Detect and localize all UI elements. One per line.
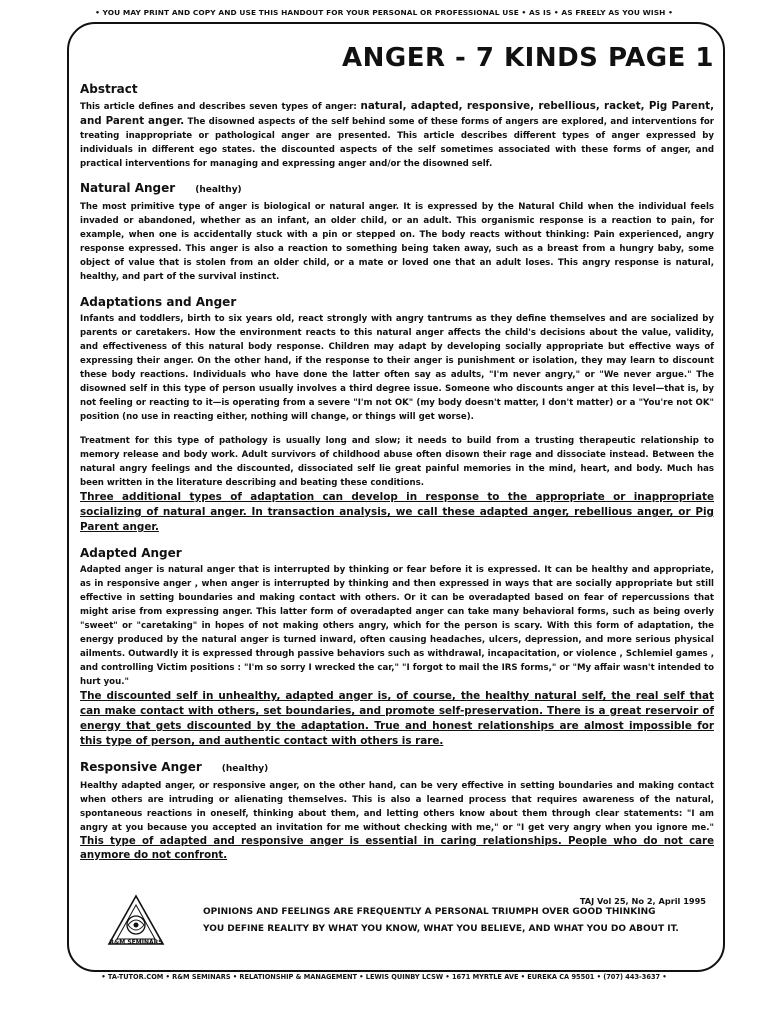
quote-opinions: OPINIONS AND FEELINGS ARE FREQUENTLY A PERSONAL TRIUMPH OVER GOOD THINKING: [203, 907, 656, 917]
responsive-anger-text: Healthy adapted anger, or responsive anger, on the other hand, can be very effective in setting boundaries and making contact when others are intruding or alienating themselves. This is also a learned process that requires awareness of the natural, spontaneous reactions in oneself, thinking about them, and letting others know about them through clear statements: "I am angry at you because you accepted an invitation for me without checking with me," or "I get very angry when you ignore me." This type of adapted and responsive anger is essential in caring relationships. People who do not care anymore do not confront.: [80, 781, 714, 861]
abstract-text: This article defines and describes seven types of anger: natural, adapted, responsive, rebellious, racket, Pig Parent, and Parent anger. The disowned aspects of the self behind some of these forms of angers are explored, and interventions for treating inappropriate or pathological anger are presented. This article describes different types of anger expressed by individuals in different ego states. the discounted aspects of the self sometimes associated with these forms of anger, and practical interventions for managing and expressing anger and/or the disowned self.: [80, 100, 714, 169]
quote-reality: YOU DEFINE REALITY BY WHAT YOU KNOW, WHAT YOU BELIEVE, AND WHAT YOU DO ABOUT IT.: [203, 924, 679, 934]
natural-anger-text: The most primitive type of anger is biological or natural anger. It is expressed by the Natural Child when the individual feels invaded or abandoned, whether as an infant, an older child, or an adult. This organismic response is a reaction to pain, for example, when one is accidentally stuck with a pin or stepped on. The body reacts without thinking: Pain experienced, angry response expressed. This anger is also a reaction to something being taken away, such as a breast from a hungry baby, some object of value that is stolen from an older child, or a mate or loved one that an adult loses. This angry response is natural, healthy, and part of the survival instinct.: [80, 202, 714, 282]
abstract-heading: Abstract: [80, 82, 138, 96]
page-title: ANGER - 7 KINDS PAGE 1: [341, 43, 714, 73]
adaptations-section: [80, 295, 714, 535]
article-body: [80, 82, 714, 874]
natural-anger-section: [80, 181, 714, 284]
adaptations-underlined: Three additional types of adaptation can develop in response to the appropriate or inappropriate socializing of natural anger. In transaction analysis, we call these adapted anger, rebellious anger, or Pig Parent anger.: [80, 491, 714, 533]
adapted-anger-text: Adapted anger is natural anger that is interrupted by thinking or fear before it is expressed. It can be healthy and appropriate, as in responsive anger , when anger is interrupted by thinking and then expressed in ways that are socially appropriate but still effective in setting boundaries and making contact with others. Or it can be overadapted based on fear of repercussions that might arise from expressing anger. This latter form of overadapted anger can take many behavioral forms, such as being overly "sweet" or "caretaking" in hopes of not making others angry, which for the person is scary. With this form of adaptation, the energy produced by the natural anger is turned inward, often causing headaches, ulcers, depression, and more serious physical ailments. Outwardly it is expressed through passive behaviors such as withdrawal, incapacitation, or violence , Schlemiel games , and controlling Victim positions : "I'm so sorry I wrecked the car," "I forgot to mail the IRS forms," or "My affair wasn't intended to hurt you.": [80, 565, 714, 687]
adaptations-heading: Adaptations and Anger: [80, 295, 237, 309]
responsive-anger-underlined: This type of adapted and responsive anger is essential in caring relationships. People who do not care anymore do not confront.: [80, 836, 714, 861]
healthy-tag: (healthy): [195, 185, 242, 195]
adapted-anger-section: [80, 546, 714, 749]
citation: TAJ Vol 25, No 2, April 1995: [579, 896, 706, 906]
abstract-section: [80, 82, 714, 171]
adapted-anger-underlined: The discounted self in unhealthy, adapted anger is, of course, the healthy natural self, the real self that can make contact with others, set boundaries, and promote self-preservation. There is a great reservoir of energy that gets discounted by the adaptation. True and honest relationships are almost impossible for this type of person, and authentic contact with others is rare.: [80, 690, 714, 747]
responsive-anger-section: [80, 760, 714, 863]
anger-types-list: natural, adapted, responsive, rebellious, racket, Pig Parent, and Parent anger.: [80, 100, 714, 127]
adaptations-text-2: Treatment for this type of pathology is usually long and slow; it needs to build from a trusting therapeutic relationship to memory release and body work. Adult survivors of childhood abuse often disown their rage and dissociate instead. Between the natural angry feelings and the discounted, dissociated self lie great painful memories in the mind, heart, and body. Much has been written in the literature describing and beating these conditions.: [80, 436, 714, 488]
adapted-anger-heading: Adapted Anger: [80, 546, 182, 560]
bottom-notice: • TA-TUTOR.COM • R&M SEMINARS • RELATIONSHIP & MANAGEMENT • LEWIS QUINBY LCSW • 1671 MYRTLE AVE • EUREKA CA 95501 • (707) 443-3637 •: [101, 973, 667, 981]
healthy-tag: (healthy): [221, 764, 269, 774]
adaptations-text-1: Infants and toddlers, birth to six years old, react strongly with angry tantrums as they define themselves and are socialized by parents or caretakers. How the environment reacts to this natural anger affects the child's decisions about the value, validity, and effectiveness of this natural body response. Children may adapt by developing socially appropriate but effective ways of expressing their anger. On the other hand, if the response to their anger is punishment or isolation, they may learn to discount these body reactions. Individuals who have done the latter often say as adults, "I'm never angry," or "We never argue." The disowned self in this type of person usually involves a third degree issue. Someone who discounts anger at this level—that is, by not feeling or reacting to it—is operating from a severe "I'm not OK" (my body doesn't matter, I don't matter) or a "You're not OK" position (no use in reacting either, nothing will change, or things will get worse).: [80, 314, 714, 422]
top-notice: • YOU MAY PRINT AND COPY AND USE THIS HANDOUT FOR YOUR PERSONAL OR PROFESSIONAL USE • AS IS • AS FREELY AS YOU WISH •: [95, 8, 673, 17]
natural-anger-heading: Natural Anger (healthy): [80, 181, 242, 195]
responsive-anger-heading: Responsive Anger (healthy): [80, 760, 269, 774]
logo-label: R&M SEMINARS: [109, 939, 163, 946]
